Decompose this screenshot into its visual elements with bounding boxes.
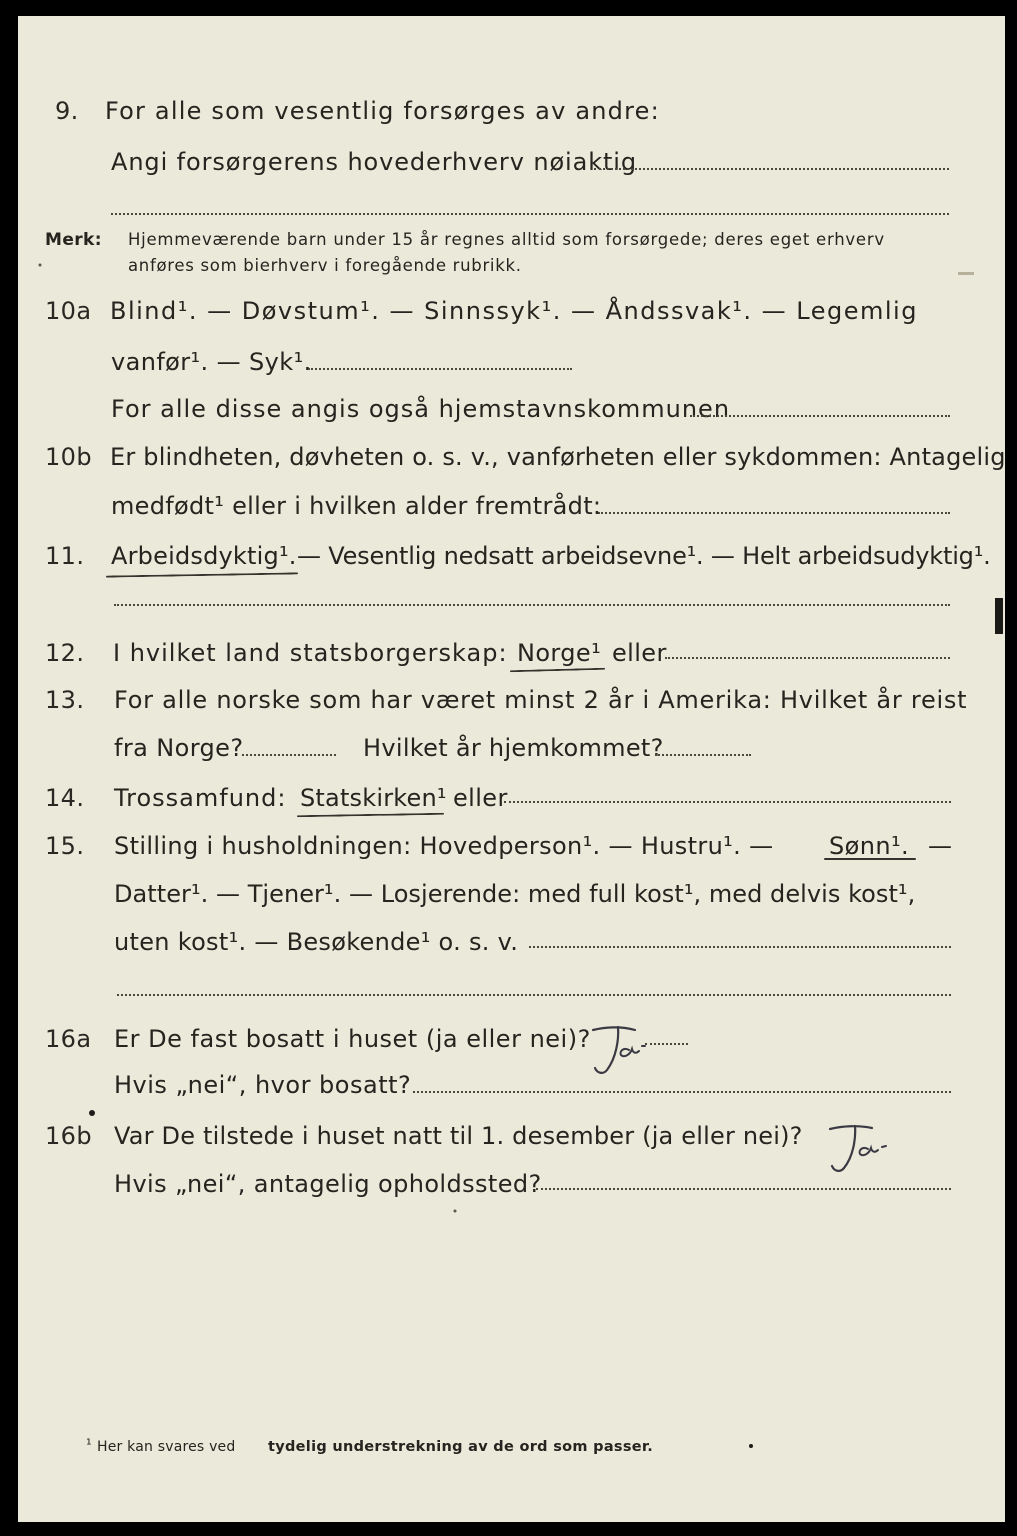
- q14-option-statskirken[interactable]: Statskirken¹: [300, 784, 447, 812]
- q11-options: — Vesentlig nedsatt arbeidsevne¹. — Helt arbeidsudyktig¹.: [297, 542, 991, 570]
- q12-tail: eller: [612, 639, 667, 667]
- footnote-mark: ¹: [86, 1437, 93, 1453]
- footnote-text: Her kan svares ved: [97, 1439, 236, 1455]
- q15-number: 15.: [45, 832, 85, 860]
- q14-text: Trossamfund:: [114, 784, 287, 812]
- q15-dash: —: [928, 832, 953, 860]
- q9-number: 9.: [55, 97, 79, 125]
- q13-text-2b: Hvilket år hjemkommet?: [363, 734, 664, 762]
- q15-text-3: uten kost¹. — Besøkende¹ o. s. v.: [114, 928, 519, 956]
- q15-option-sonn[interactable]: Sønn¹.: [829, 832, 909, 860]
- q13-number: 13.: [45, 686, 85, 714]
- q16b-text: Var De tilstede i huset natt til 1. desember (ja eller nei)?: [114, 1122, 803, 1150]
- q10b-text-2: medfødt¹ eller i hvilken alder fremtrådt:: [111, 492, 602, 520]
- q10b-number: 10b: [45, 443, 92, 471]
- q12-option-norge[interactable]: Norge¹: [517, 639, 602, 667]
- q16b-number: 16b: [45, 1122, 92, 1150]
- q15-text-2: Datter¹. — Tjener¹. — Losjerende: med full kost¹, med delvis kost¹,: [114, 880, 916, 908]
- q10a-text-2: vanfør¹. — Syk¹.: [111, 348, 312, 376]
- q12-number: 12.: [45, 639, 85, 667]
- q16b-text-2: Hvis „nei“, antagelig opholdssted?: [114, 1170, 542, 1198]
- merk-text-2: anføres som bierhverv i foregående rubrikk.: [128, 256, 522, 275]
- q15-text: Stilling i husholdningen: Hovedperson¹. — Hustru¹. —: [114, 832, 774, 860]
- q16a-text-2: Hvis „nei“, hvor bosatt?: [114, 1071, 412, 1099]
- q13-text-2a: fra Norge?: [114, 734, 244, 762]
- q14-tail: eller: [453, 784, 508, 812]
- q11-number: 11.: [45, 542, 85, 570]
- q9-text: For alle som vesentlig forsørges av andre:: [105, 97, 660, 125]
- footnote-bold-text: tydelig understrekning av de ord som passer.: [268, 1439, 654, 1455]
- q10a-number: 10a: [45, 297, 92, 325]
- q11-option-arbeidsdyktig[interactable]: Arbeidsdyktig¹.: [111, 542, 297, 570]
- q10b-text: Er blindheten, døvheten o. s. v., vanførheten eller sykdommen: Antagelig: [110, 443, 1006, 471]
- q9-subtext: Angi forsørgerens hovederhverv nøiaktig: [111, 148, 638, 176]
- merk-text: Hjemmeværende barn under 15 år regnes alltid som forsørgede; deres eget erhverv: [128, 230, 885, 249]
- q16a-text: Er De fast bosatt i huset (ja eller nei)?: [114, 1025, 591, 1053]
- q13-text: For alle norske som har været minst 2 år i Amerika: Hvilket år reist: [114, 686, 968, 714]
- q12-text: I hvilket land statsborgerskap:: [113, 639, 508, 667]
- q10a-text: Blind¹. — Døvstum¹. — Sinnssyk¹. — Åndssvak¹. — Legemlig: [110, 297, 918, 325]
- merk-label: Merk:: [45, 230, 102, 250]
- q14-number: 14.: [45, 784, 85, 812]
- q10a-text-3: For alle disse angis også hjemstavnskommunen: [111, 395, 731, 423]
- q16a-number: 16a: [45, 1025, 92, 1053]
